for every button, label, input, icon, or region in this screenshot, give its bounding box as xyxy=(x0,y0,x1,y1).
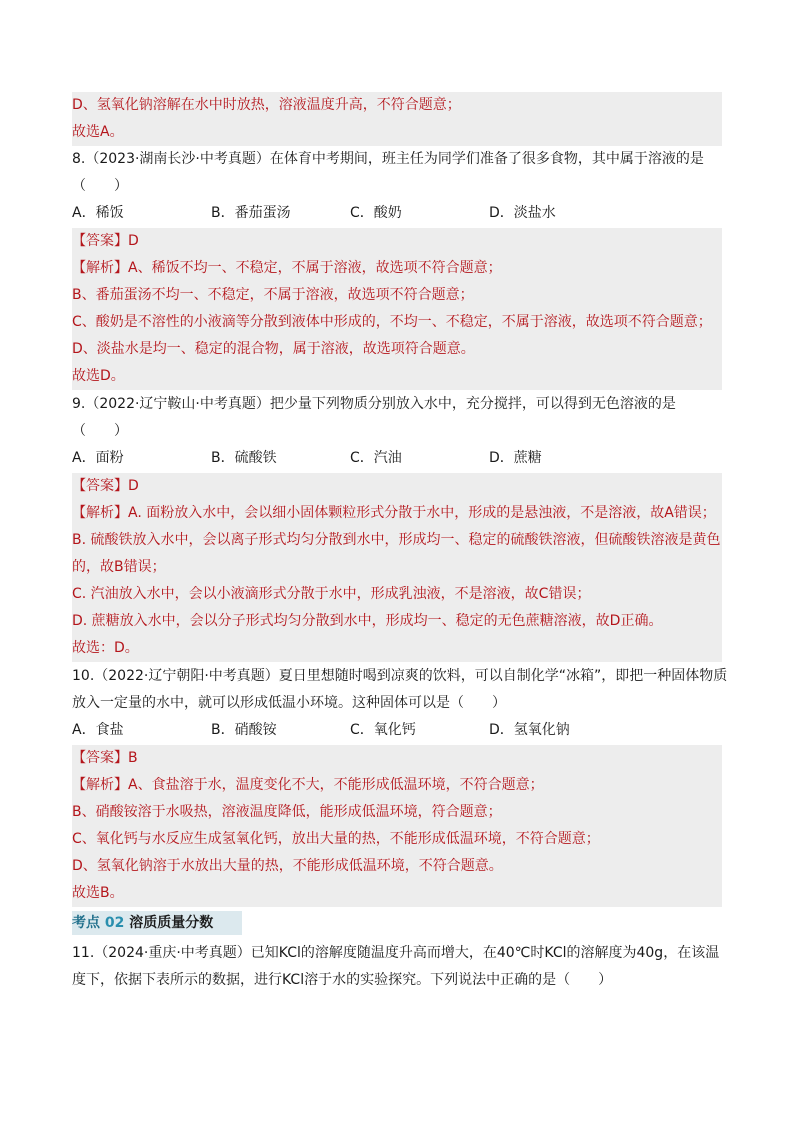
explanation-label: 【解析】 xyxy=(72,260,128,276)
question-10-conclusion: 故选B。 xyxy=(72,880,722,907)
question-8-bracket: （ ） xyxy=(72,178,128,194)
question-8-explanation-3: C、酸奶是不溶性的小液滴等分散到液体中形成的，不均一、不稳定，不属于溶液，故选项不符合题意； xyxy=(72,309,722,336)
question-9-options xyxy=(72,445,722,472)
question-11-stem-cont: 度下，依据下表所示的数据，进行KCl溶于水的实验探究。下列说法中正确的是（ ） xyxy=(72,972,613,988)
explanation-label: 【解析】 xyxy=(72,505,128,521)
question-10-stem: 10.（2022·辽宁朝阳·中考真题）夏日里想随时喝到凉爽的饮料，可以自制化学“冰箱”，即把一种固体物质 xyxy=(72,668,728,684)
section-label: 考点 xyxy=(72,915,100,931)
option-b: B．硝酸铵 xyxy=(211,722,277,738)
answer-label: 【答案】 xyxy=(72,750,128,766)
question-10-stem-cont: 放入一定量的水中，就可以形成低温小环境。这种固体可以是（ ） xyxy=(72,695,506,711)
answer-value: D xyxy=(128,478,139,494)
option-c: C．氧化钙 xyxy=(350,722,416,738)
question-9-explanation-2: B. 硫酸铁放入水中，会以离子形式均匀分散到水中，形成均一、稳定的硫酸铁溶液，但硫酸铁溶液是黄色 xyxy=(72,527,722,554)
answer-label: 【答案】 xyxy=(72,233,128,249)
question-8-stem: 8.（2023·湖南长沙·中考真题）在体育中考期间，班主任为同学们准备了很多食物，其中属于溶液的是 xyxy=(72,151,704,167)
question-8-explanation-2: B、番茄蛋汤不均一、不稳定，不属于溶液，故选项不符合题意； xyxy=(72,282,722,309)
question-9-conclusion: 故选：D。 xyxy=(72,635,722,662)
question-9-bracket: （ ） xyxy=(72,423,128,439)
question-8-conclusion: 故选D。 xyxy=(72,363,722,390)
explanation-text: A、食盐溶于水，温度变化不大，不能形成低温环境，不符合题意； xyxy=(128,777,544,793)
question-10-answer xyxy=(72,745,722,772)
option-b: B．番茄蛋汤 xyxy=(211,205,291,221)
question-10-options xyxy=(72,717,722,744)
question-9-explanation-5: D. 蔗糖放入水中，会以分子形式均匀分散到水中，形成均一、稳定的无色蔗糖溶液，故D正确。 xyxy=(72,608,722,635)
section-title: 溶质质量分数 xyxy=(129,915,214,931)
question-9-explanation-4: C. 汽油放入水中，会以小液滴形式分散于水中，形成乳浊液，不是溶液，故C错误； xyxy=(72,581,722,608)
explanation-line: D、氢氧化钠溶解在水中时放热，溶液温度升高，不符合题意； xyxy=(72,92,722,119)
answer-label: 【答案】 xyxy=(72,478,128,494)
answer-value: D xyxy=(128,233,139,249)
question-8-explanation-1 xyxy=(72,255,722,282)
question-9-answer xyxy=(72,473,722,500)
option-a: A．食盐 xyxy=(72,722,124,738)
option-d: D．氢氧化钠 xyxy=(489,722,570,738)
explanation-text: A. 面粉放入水中，会以细小固体颗粒形式分散于水中，形成的是悬浊液，不是溶液，故A错误； xyxy=(128,505,716,521)
answer-value: B xyxy=(128,750,138,766)
explanation-text: A、稀饭不均一、不稳定，不属于溶液，故选项不符合题意； xyxy=(128,260,502,276)
question-8-answer xyxy=(72,228,722,255)
section-number: 02 xyxy=(104,915,125,931)
question-9-explanation-3: 的，故B错误； xyxy=(72,554,722,581)
explanation-label: 【解析】 xyxy=(72,777,128,793)
question-10-explanation-3: C、氧化钙与水反应生成氢氧化钙，放出大量的热，不能形成低温环境，不符合题意； xyxy=(72,826,722,853)
question-8-options xyxy=(72,200,722,227)
conclusion-line: 故选A。 xyxy=(72,119,722,146)
question-10-explanation-4: D、氢氧化钠溶于水放出大量的热，不能形成低温环境，不符合题意。 xyxy=(72,853,722,880)
question-9-explanation-1 xyxy=(72,500,722,527)
question-10-explanation-2: B、硝酸铵溶于水吸热，溶液温度降低，能形成低温环境，符合题意； xyxy=(72,799,722,826)
option-a: A．面粉 xyxy=(72,450,124,466)
section-heading xyxy=(72,911,242,935)
question-8-explanation-4: D、淡盐水是均一、稳定的混合物，属于溶液，故选项符合题意。 xyxy=(72,336,722,363)
question-11-stem: 11.（2024·重庆·中考真题）已知KCl的溶解度随温度升高而增大，在40℃时KCl的溶解度为40g，在该温 xyxy=(72,945,720,961)
question-9-stem: 9.（2022·辽宁鞍山·中考真题）把少量下列物质分别放入水中，充分搅拌，可以得到无色溶液的是 xyxy=(72,396,676,412)
question-10-explanation-1 xyxy=(72,772,722,799)
option-c: C．汽油 xyxy=(350,450,402,466)
option-d: D．淡盐水 xyxy=(489,205,556,221)
option-b: B．硫酸铁 xyxy=(211,450,277,466)
option-c: C．酸奶 xyxy=(350,205,402,221)
option-a: A．稀饭 xyxy=(72,205,124,221)
option-d: D．蔗糖 xyxy=(489,450,542,466)
